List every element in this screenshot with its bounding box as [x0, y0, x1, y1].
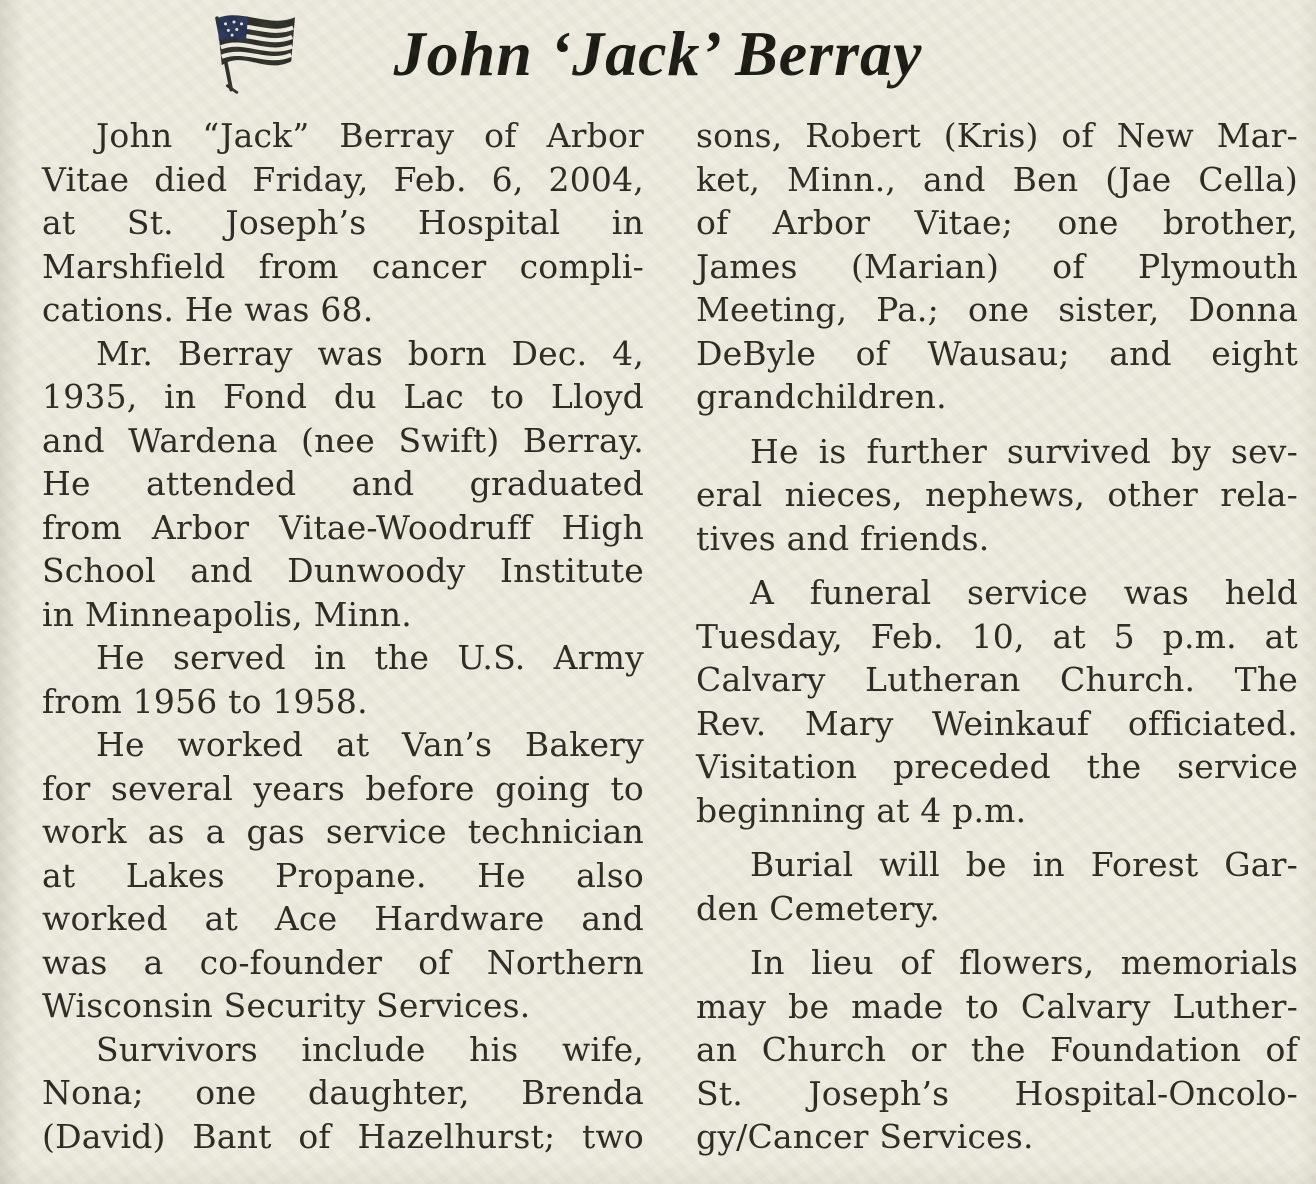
- paragraph: [696, 430, 1298, 561]
- text-line: Visitation preceded the service: [696, 747, 1298, 786]
- obituary-header: [0, 0, 1316, 108]
- paragraph: [42, 332, 644, 637]
- text-line: Vitae died Friday, Feb. 6, 2004,: [42, 159, 644, 199]
- text-line: and Wardena (nee Swift) Berray.: [42, 420, 644, 460]
- text-line: (David) Bant of Hazelhurst; two: [42, 1116, 644, 1156]
- obituary-title: John ‘Jack’ Berray: [393, 18, 923, 89]
- text-line: was a co-founder of Northern: [42, 942, 644, 982]
- text-line: James (Marian) of Plymouth: [696, 246, 1298, 286]
- text-line: in Minneapolis, Minn.: [42, 594, 412, 634]
- text-line: at Lakes Propane. He also: [42, 855, 644, 895]
- text-line: from 1956 to 1958.: [42, 681, 368, 721]
- text-line: He is further survived by sev-: [750, 431, 1298, 471]
- text-line: Tuesday, Feb. 10, at 5 p.m. at: [696, 616, 1298, 656]
- text-line: Marshfield from cancer compli-: [42, 246, 644, 286]
- text-line: gy/Cancer Services.: [696, 1117, 1034, 1156]
- text-line: at St. Joseph’s Hospital in: [42, 203, 644, 242]
- paragraph: [696, 571, 1298, 832]
- article-column-left: [42, 114, 644, 1159]
- text-line: Rev. Mary Weinkauf officiated.: [696, 703, 1298, 743]
- text-line: He attended and graduated: [42, 464, 644, 503]
- text-line: Burial will be in Forest Gar-: [750, 845, 1298, 884]
- paragraph: [42, 636, 644, 723]
- article-column-right: [696, 114, 1298, 1159]
- text-line: Survivors include his wife,: [96, 1029, 644, 1069]
- text-line: den Cemetery.: [696, 888, 940, 928]
- paragraph: [696, 114, 1298, 419]
- text-line: ket, Minn., and Ben (Jae Cella): [696, 159, 1298, 199]
- paragraph: [42, 723, 644, 1028]
- text-line: John “Jack” Berray of Arbor: [96, 116, 644, 155]
- text-line: cations. He was 68.: [42, 290, 374, 329]
- text-line: School and Dunwoody Institute: [42, 551, 644, 590]
- text-line: work as a gas service technician: [42, 812, 644, 851]
- text-line: Wisconsin Security Services.: [42, 986, 531, 1025]
- text-line: St. Joseph’s Hospital-Oncolo-: [696, 1073, 1298, 1113]
- text-line: Calvary Lutheran Church. The: [696, 660, 1298, 699]
- text-line: grandchildren.: [696, 377, 947, 416]
- text-line: beginning at 4 p.m.: [696, 790, 1027, 830]
- article-columns: [0, 108, 1316, 1159]
- text-line: for several years before going to: [42, 768, 644, 808]
- text-line: Nona; one daughter, Brenda: [42, 1073, 644, 1112]
- paragraph: [696, 843, 1298, 930]
- text-line: A funeral service was held: [750, 573, 1298, 612]
- paragraph: [42, 1028, 644, 1159]
- text-line: In lieu of flowers, memorials: [750, 943, 1298, 982]
- text-line: worked at Ace Hardware and: [42, 899, 644, 938]
- text-line: Meeting, Pa.; one sister, Donna: [696, 290, 1298, 329]
- text-line: may be made to Calvary Luther-: [696, 986, 1298, 1026]
- text-line: sons, Robert (Kris) of New Mar-: [696, 116, 1298, 155]
- text-line: eral nieces, nephews, other rela-: [696, 475, 1298, 514]
- text-line: of Arbor Vitae; one brother,: [696, 203, 1298, 242]
- text-line: He served in the U.S. Army: [96, 638, 644, 677]
- text-line: DeByle of Wausau; and eight: [696, 333, 1298, 373]
- text-line: 1935, in Fond du Lac to Lloyd: [42, 377, 644, 416]
- text-line: tives and friends.: [696, 518, 990, 558]
- text-line: Mr. Berray was born Dec. 4,: [96, 333, 644, 373]
- paragraph: [696, 941, 1298, 1159]
- text-line: an Church or the Foundation of: [696, 1030, 1298, 1069]
- text-line: He worked at Van’s Bakery: [96, 725, 644, 764]
- paragraph: [42, 114, 644, 332]
- text-line: from Arbor Vitae-Woodruff High: [42, 507, 644, 547]
- american-flag-icon: [188, 4, 310, 100]
